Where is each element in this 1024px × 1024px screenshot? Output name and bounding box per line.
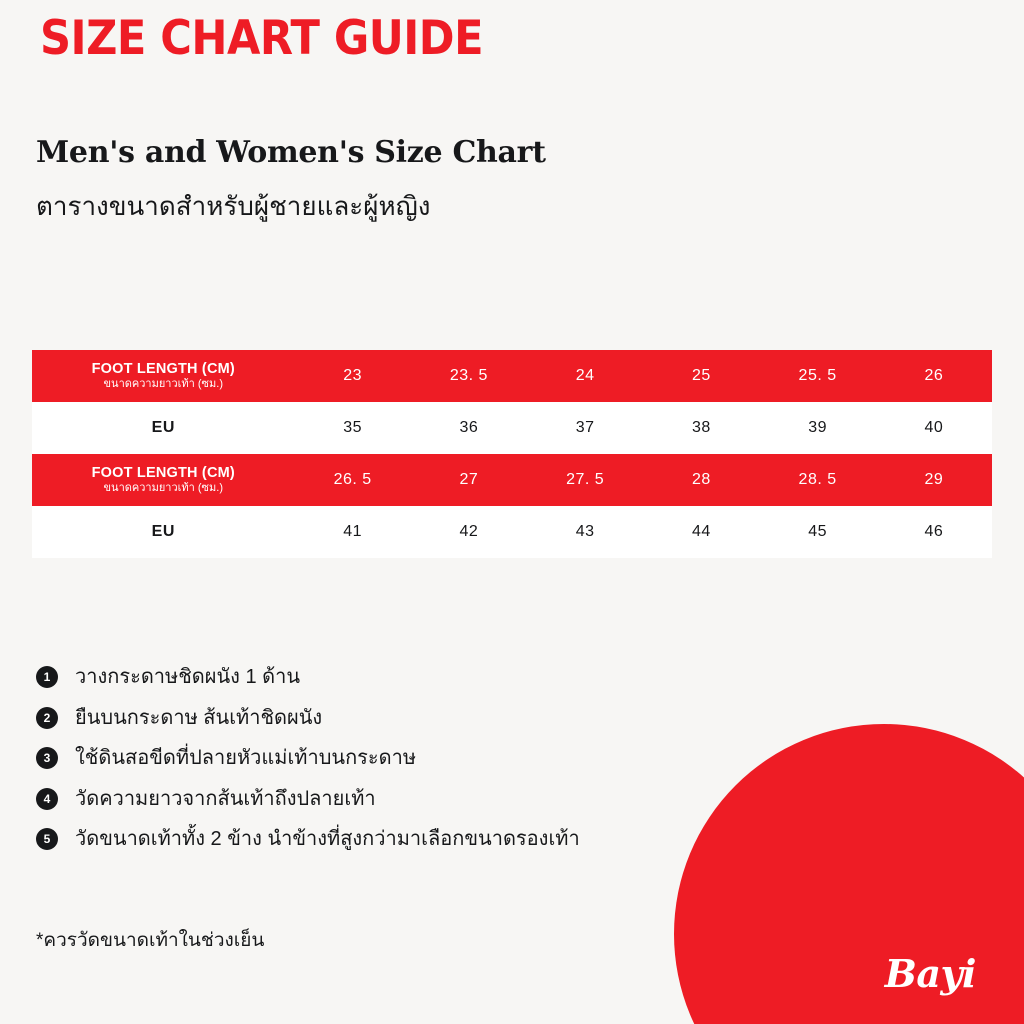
- cell-value: 29: [924, 471, 944, 488]
- step-text: วัดขนาดเท้าทั้ง 2 ข้าง นำข้างที่สูงกว่ามาเลือกขนาดรองเท้า: [75, 828, 580, 850]
- table-cell: [295, 402, 411, 454]
- cell-value: 46: [924, 523, 944, 540]
- cell-value: 26. 5: [333, 471, 372, 488]
- cell-value: 38: [691, 419, 711, 436]
- table-cell: [876, 350, 992, 402]
- size-table: [32, 350, 992, 558]
- row-label-en: FOOT LENGTH (CM): [91, 464, 235, 481]
- measure-steps-list: [36, 665, 796, 868]
- cell-value: 23. 5: [449, 367, 488, 384]
- list-item: [36, 787, 796, 811]
- cell-value: 37: [575, 419, 595, 436]
- table-cell: [295, 506, 411, 558]
- cell-value: 39: [808, 419, 827, 436]
- table-row: [32, 454, 992, 506]
- table-row: [32, 350, 992, 402]
- table-row: [32, 402, 992, 454]
- table-cell: [759, 506, 875, 558]
- brand-logo: Bayi: [884, 951, 976, 996]
- step-text: วัดความยาวจากส้นเท้าถึงปลายเท้า: [75, 787, 376, 810]
- table-cell: [876, 506, 992, 558]
- list-item: [36, 746, 796, 770]
- subtitle-english: Men's and Women's Size Chart: [36, 135, 546, 170]
- footnote: *ควรวัดขนาดเท้าในช่วงเย็น: [36, 930, 265, 951]
- cell-value: 45: [808, 523, 827, 540]
- cell-value: 25: [691, 367, 711, 384]
- table-cell: [295, 454, 411, 506]
- table-cell: [876, 454, 992, 506]
- row-label-eu-1: [32, 402, 295, 454]
- step-text: ใช้ดินสอขีดที่ปลายหัวแม่เท้าบนกระดาษ: [75, 747, 417, 769]
- table-cell: [411, 350, 527, 402]
- list-item: [36, 706, 796, 730]
- cell-value: 27: [459, 471, 479, 488]
- cell-value: 35: [343, 419, 363, 436]
- table-cell: [527, 350, 643, 402]
- table-cell: [643, 350, 759, 402]
- step-number-badge: 5: [36, 828, 58, 850]
- row-label-en: EU: [151, 418, 175, 436]
- table-cell: [527, 454, 643, 506]
- table-cell: [759, 402, 875, 454]
- table-cell: [411, 506, 527, 558]
- table-cell: [527, 506, 643, 558]
- subtitle-thai: ตารางขนาดสำหรับผู้ชายและผู้หญิง: [36, 191, 431, 221]
- step-number-badge: 4: [36, 788, 58, 810]
- cell-value: 40: [924, 419, 944, 436]
- row-label-eu-2: [32, 506, 295, 558]
- table-cell: [643, 454, 759, 506]
- row-label-th: ขนาดความยาวเท้า (ซม.): [103, 482, 223, 495]
- table-cell: [411, 402, 527, 454]
- cell-value: 42: [459, 523, 479, 540]
- cell-value: 26: [924, 367, 944, 384]
- cell-value: 23: [343, 367, 363, 384]
- cell-value: 25. 5: [798, 367, 837, 384]
- table-cell: [643, 506, 759, 558]
- row-label-en: EU: [151, 522, 175, 540]
- cell-value: 24: [575, 367, 595, 384]
- row-label-th: ขนาดความยาวเท้า (ซม.): [103, 378, 223, 391]
- row-label-en: FOOT LENGTH (CM): [91, 360, 235, 377]
- cell-value: 43: [575, 523, 595, 540]
- cell-value: 27. 5: [566, 471, 605, 488]
- cell-value: 28: [691, 471, 711, 488]
- row-label-foot-length-1: [32, 350, 295, 402]
- table-cell: [759, 454, 875, 506]
- table-row: [32, 506, 992, 558]
- table-cell: [876, 402, 992, 454]
- table-cell: [527, 402, 643, 454]
- cell-value: 41: [343, 523, 363, 540]
- step-text: วางกระดาษชิดผนัง 1 ด้าน: [75, 666, 301, 688]
- list-item: [36, 665, 796, 689]
- list-item: [36, 827, 796, 851]
- cell-value: 28. 5: [798, 471, 837, 488]
- size-table-container: [32, 350, 992, 558]
- table-cell: [411, 454, 527, 506]
- cell-value: 36: [459, 419, 479, 436]
- table-cell: [759, 350, 875, 402]
- step-number-badge: 3: [36, 747, 58, 769]
- page-title: SIZE CHART GUIDE: [40, 11, 484, 66]
- cell-value: 44: [691, 523, 711, 540]
- step-text: ยืนบนกระดาษ ส้นเท้าชิดผนัง: [75, 706, 323, 729]
- step-number-badge: 2: [36, 707, 58, 729]
- row-label-foot-length-2: [32, 454, 295, 506]
- table-cell: [643, 402, 759, 454]
- table-cell: [295, 350, 411, 402]
- step-number-badge: 1: [36, 666, 58, 688]
